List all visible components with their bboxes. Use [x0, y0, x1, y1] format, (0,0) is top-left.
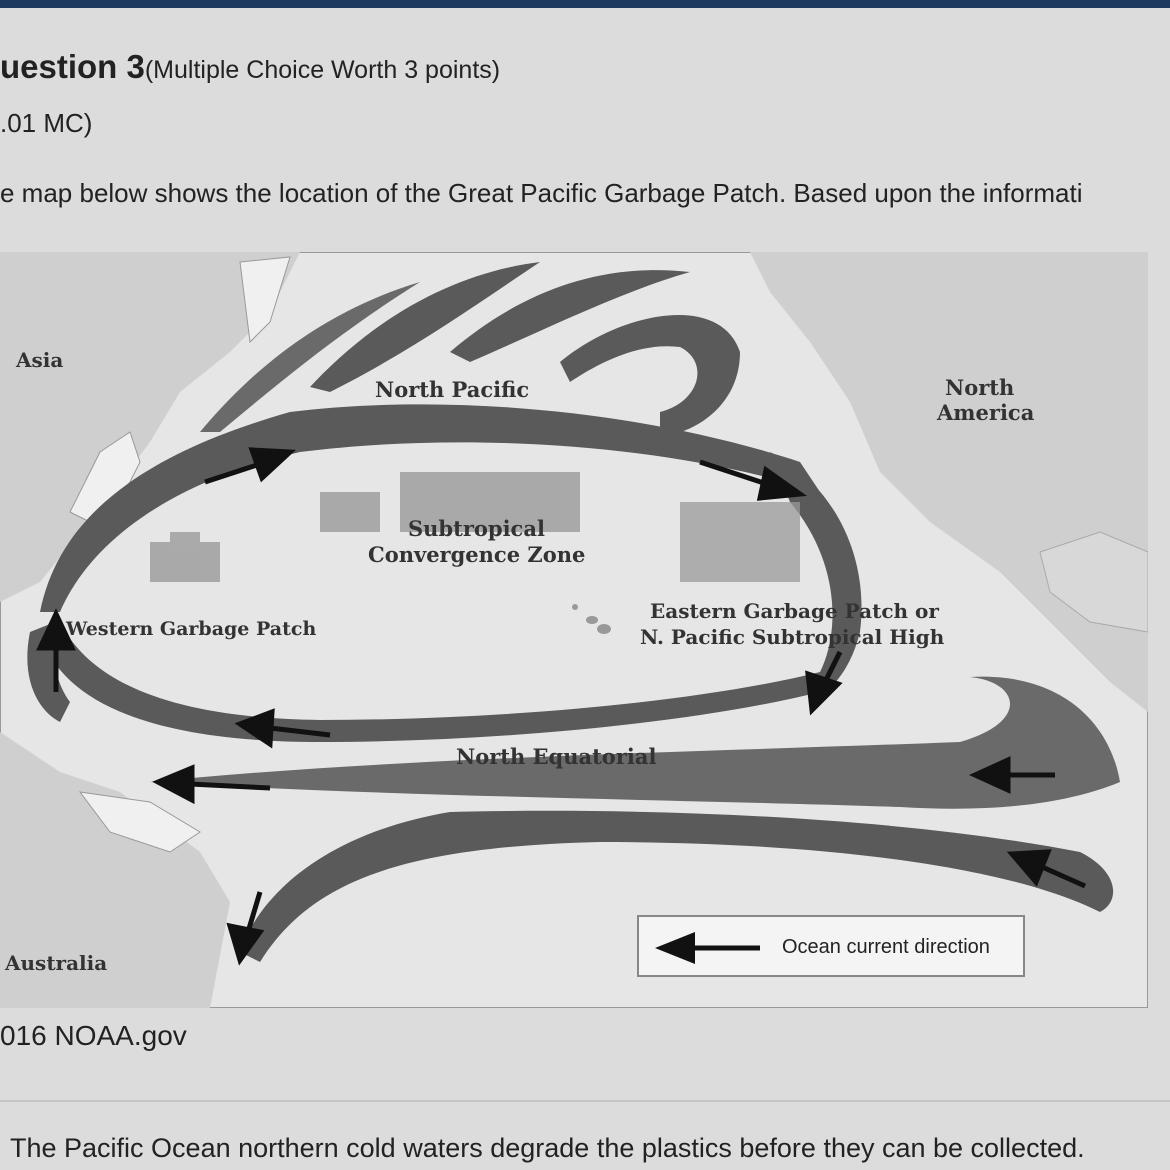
- question-number: uestion 3: [0, 48, 145, 85]
- map-legend: [638, 916, 1024, 976]
- garbage-patch-map: [0, 252, 1148, 1008]
- map-credit: 016 NOAA.gov: [0, 1020, 187, 1051]
- map-svg: [0, 252, 1148, 1008]
- answer-option-text[interactable]: The Pacific Ocean northern cold waters degrade the plastics before they can be collected.: [10, 1133, 1085, 1163]
- label-eastern-patch-line2: N. Pacific Subtropical High: [640, 625, 945, 649]
- label-asia: Asia: [16, 348, 64, 372]
- label-north-america-line2: America: [937, 400, 1035, 425]
- label-north-equatorial: North Equatorial: [456, 744, 657, 769]
- question-code: .01 MC): [0, 108, 93, 138]
- label-eastern-patch-line1: Eastern Garbage Patch or: [650, 599, 939, 623]
- label-australia: Australia: [5, 951, 108, 975]
- top-bar: [0, 0, 1170, 8]
- question-title: [0, 48, 500, 86]
- question-intro: e map below shows the location of the Great Pacific Garbage Patch. Based upon the informati: [0, 178, 1083, 208]
- question-worth: (Multiple Choice Worth 3 points): [144, 56, 501, 84]
- label-north-pacific: North Pacific: [375, 377, 530, 402]
- label-subtropical-line2: Convergence Zone: [368, 542, 586, 567]
- divider: [0, 1100, 1170, 1102]
- label-subtropical-line1: Subtropical: [408, 516, 545, 541]
- label-north-america-line1: North: [945, 375, 1015, 400]
- label-western-garbage-patch: Western Garbage Patch: [66, 618, 317, 640]
- eastern-garbage-patch-dots: [680, 502, 800, 582]
- legend-text: Ocean current direction: [782, 936, 990, 958]
